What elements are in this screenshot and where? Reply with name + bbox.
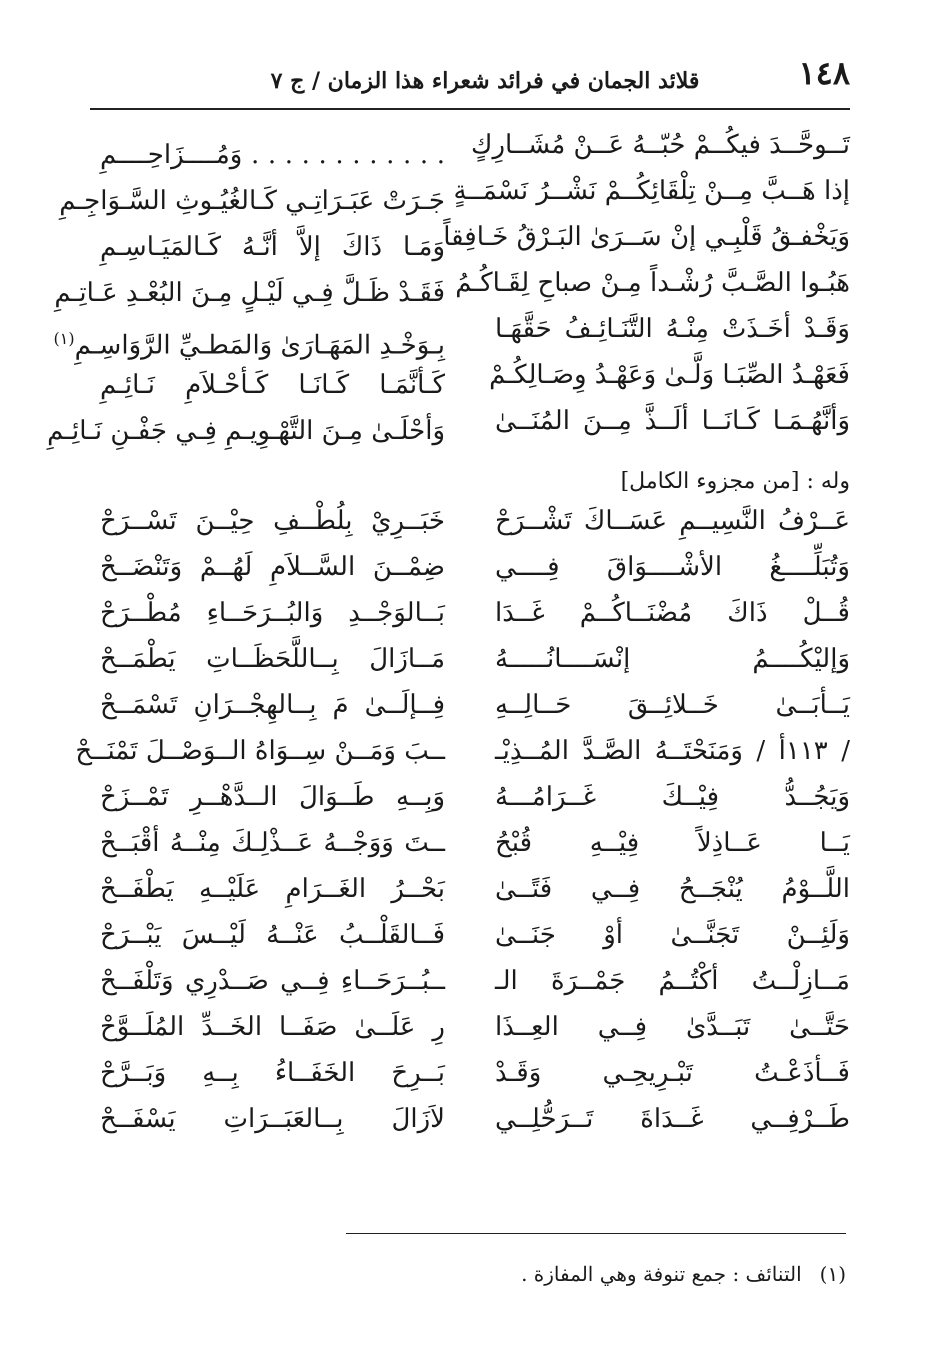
verse-right: إذا هَــبَّ مِــنْ تِلْقَائِكُــمْ نَشْــرُ نَسْمَــةٍ xyxy=(453,176,850,206)
footnote-ref: (١) xyxy=(53,329,75,348)
verse-right: قُــلْ ذَاكَ مُضْنَــاكُــمْ غَــدَا xyxy=(495,598,850,628)
verse-right: يَــا عَــاذِلاً فِيْــهِ قُبْحُ xyxy=(495,828,850,858)
verse-left: فَــالقَلْــبُ عَنْــهُ لَيْــسَ يَبْــرَحْ xyxy=(100,920,445,950)
verse-right: عَــرْفُ النَّسِيــمِ عَسَــاكَ تَشْــرَحْ xyxy=(495,506,850,536)
page-number: ١٤٨ xyxy=(798,54,850,92)
footnote-rule xyxy=(346,1233,846,1234)
verse-right: حَتَّــىٰ تَبَــدَّىٰ فِــي العِــذَا xyxy=(495,1012,850,1042)
verse-left: ــبُــرَحَــاءِ فِــي صَــدْرِي وَتَلْفَــحْ xyxy=(100,966,445,996)
verse-left: بَحْــرُ الغَــرَامِ عَلَيْــهِ يَطْفَــحْ xyxy=(100,874,445,904)
verse-left: ضِمْــنَ السَّــلاَمِ لَهُــمْ وَتَنْضَــحْ xyxy=(100,552,445,582)
verse-left: بَــالوَجْــدِ وَالبُــرَحَــاءِ مُطْــرَحْ xyxy=(100,598,445,628)
running-title: قلائد الجمان في فرائد شعراء هذا الزمان / ج ٧ xyxy=(270,68,700,94)
verse-left: بِـوَخْـدِ المَهَـارَىٰ وَالمَطـيِّ الرَّوَاسِـمِ xyxy=(74,330,445,361)
verse-right: اللَّــوْمُ يُنْجَــحُ فِــي فَتًــىٰ xyxy=(495,874,850,904)
verse-right: وَيَجُــدُّ فِيْــكَ غَــرَامُـــهُ xyxy=(495,782,850,812)
verse-left: وَأحْلَـىٰ مِـنَ التَّهْـوِيـمِ فِـي جَفْـنِ نَـائِـمِ xyxy=(47,416,445,446)
verse-left: خَبَــرِيْ بِلُطْــفِ حِيْــنَ تَسْــرَحْ xyxy=(100,506,445,536)
verse-right: يَــأبَــىٰ خَــلائِــقَ حَــالِــهِ xyxy=(495,690,850,720)
verse-left: رِ عَلَــىٰ صَفَــا الخَــدِّ المُلَــوَّحْ xyxy=(100,1012,445,1042)
verse-left: فِــإلَــىٰ مَ بِــالهِجْــرَانِ تَسْمَــحْ xyxy=(100,690,445,720)
verse-right: هَبُـوا الصَّـبَّ رُشْـداً مِـنْ صباحِ لِقَـاكُـمُ xyxy=(455,268,850,298)
verse-right: وَقَـدْ أخَـذَتْ مِنْـهُ التَّنَـائِـفُ حَقَّهَـا xyxy=(495,314,850,344)
verse-left: جَـرَتْ عَبَـرَاتِـي كَـالغُيُـوثِ السَّـوَاجِـمِ xyxy=(59,186,445,216)
verse-left: ــتَ وَوَجْــهُ عَــذْلِـكَ مِنْــهُ أقْبَــحْ xyxy=(100,828,445,858)
verse-right: طَــرْفِــي غَــدَاةَ تَــرَحُّلِــي xyxy=(495,1104,850,1134)
verse-left: بَــرِحَ الخَفَــاءُ بِــهِ وَبَــرَّحْ xyxy=(100,1058,445,1088)
verse-right: وَلَئِــنْ تَجَنَّــىٰ أوْ جَنَــىٰ xyxy=(495,920,850,950)
page-header xyxy=(90,48,850,108)
poem-intro: وله : [من مجزوء الكامل] xyxy=(620,469,850,494)
header-rule xyxy=(90,108,850,110)
verse-left: . . . . . . . . . . . . وَمُــــزَاحِــــمِ xyxy=(100,140,445,170)
verse-right: وَإليْكُــــمُ إنْسَــــانُـــــهُ xyxy=(495,644,850,674)
verse-left: فَقَـدْ ظَـلَّ فِـي لَيْـلٍ مِـنَ البُعْـدِ عَـاتِـمِ xyxy=(54,278,445,308)
verse-right: وَيَخْفـقُ قَلْبِـي إنْ سَــرَىٰ البَـرْقُ خَـافِقاً xyxy=(443,222,850,252)
verse-right: تَــوحَّــدَ فيكُــمْ حُبّــهُ عَــنْ مُشَــارِكٍ xyxy=(471,130,850,160)
verse-left: مَــازَالَ بِــاللَّحَظَــاتِ يَطْمَــحْ xyxy=(100,644,445,674)
verse-right: وَأنَّهُـمَـا كَـانَــا ألَــذَّ مِــنَ المُنَــىٰ xyxy=(495,406,850,436)
verse-right: مَــازِلْــتُ أكْتُــمُ جَمْــرَةَ الـ xyxy=(495,966,850,996)
footnote xyxy=(346,1256,846,1292)
verse-right: فَعَهْـدُ الصِّبَـا وَلَّـىٰ وَعَهْـدُ وِصَـالِكُـمْ xyxy=(489,360,850,390)
verse-right: وَتُبَلِّــــغُ الأشْــــوَاقَ فِــــي xyxy=(495,552,850,582)
verse-left-with-footnote xyxy=(53,318,445,361)
verse-left: لاَزَالَ بِــالعَبَــرَاتِ يَسْفَــحْ xyxy=(100,1104,445,1134)
verse-right: فَــأذَعْـتُ تَبْـرِيحِـي وَقَـدْ xyxy=(495,1058,850,1088)
verse-left: وَمَـا ذَاكَ إلاَّ أنَّـهُ كَـالمَيَـاسِـمِ xyxy=(100,232,445,262)
footnote-text: التنائف : جمع تنوفة وهي المفازة . xyxy=(521,1262,802,1286)
footnote-number: (١) xyxy=(819,1262,846,1286)
verse-left: وَبِــهِ طَــوَالَ الــدَّهْــرِ تَمْــزَحْ xyxy=(100,782,445,812)
verse-right: / ١١٣أ / وَمَنَحْتَــهُ الصَّـدَّ المُــذِيْـ xyxy=(495,736,850,766)
verse-left: كَـأنَّمَـا كَـانَـا كَـأحْـلاَمِ نَـائِـمِ xyxy=(100,370,445,400)
verse-left: ــبَ وَمَــنْ سِــوَاهُ الــوَصْــلَ تَمْنَــحْ xyxy=(75,736,445,766)
